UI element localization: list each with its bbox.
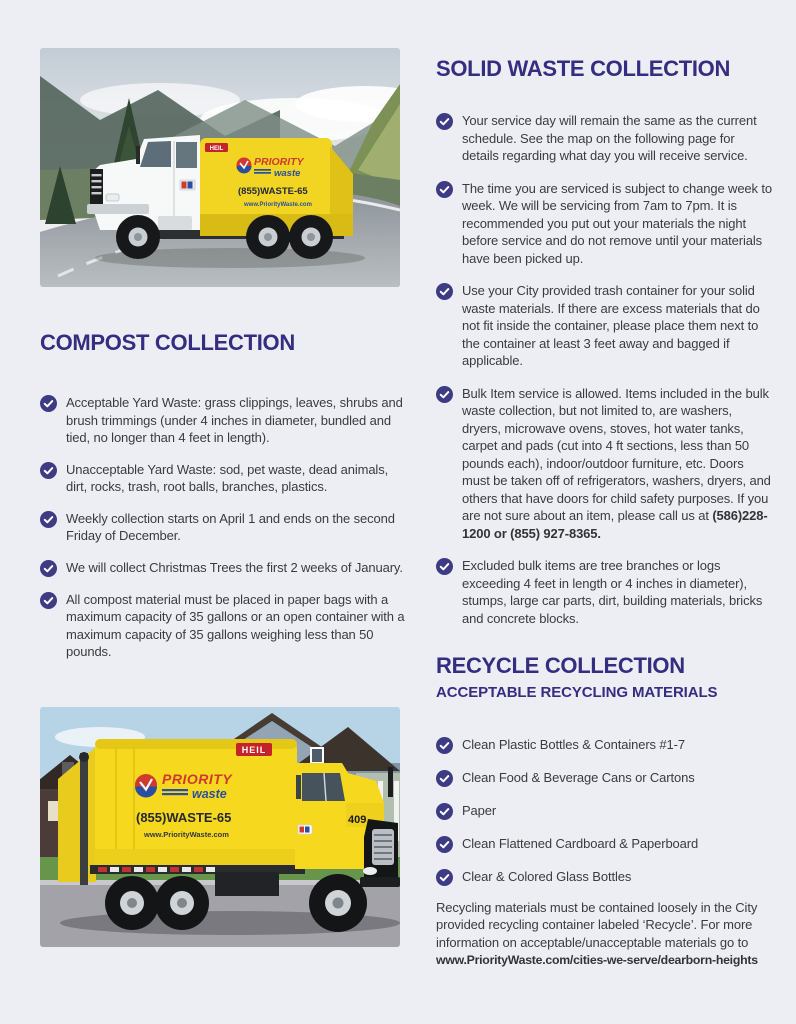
photo-truck-mountain-road [40, 48, 400, 287]
item-text: We will collect Christmas Trees the first 2 weeks of January. [66, 559, 403, 575]
check-icon [436, 283, 453, 300]
truck-body [95, 739, 297, 865]
check-icon [436, 386, 453, 403]
footer-url-text: www.PriorityWaste.com/cities-we-serve/dearborn-heights [436, 953, 758, 968]
check-icon [40, 462, 57, 479]
check-icon [40, 560, 57, 577]
right-column [436, 56, 774, 970]
check-icon [436, 737, 453, 754]
list-item [436, 557, 774, 627]
list-item [436, 180, 774, 268]
list-item-text [66, 394, 408, 447]
item-text: Clean Flattened Cardboard & Paperboard [462, 835, 699, 851]
mountain-road-scene [40, 48, 400, 287]
list-item-text [462, 868, 631, 886]
list-item [436, 769, 774, 787]
list-item-text [66, 591, 408, 661]
check-icon [436, 113, 453, 130]
list-item-text [462, 802, 496, 820]
item-text: Clean Plastic Bottles & Containers #1-7 [462, 736, 685, 752]
compost-section-title: COMPOST COLLECTION [40, 330, 295, 355]
list-item [40, 510, 408, 545]
list-item-text [462, 180, 774, 268]
item-text: All compost material must be placed in paper bags with a maximum capacity of 35 gallons or an open container with a maximum capacity of 35 gallons weighing less than 50 pounds. [66, 591, 405, 660]
check-icon [436, 869, 453, 886]
check-icon [40, 395, 57, 412]
brand-sub-text: waste [274, 168, 301, 179]
item-text: Clean Food & Beverage Cans or Cartons [462, 769, 695, 785]
list-item-text [462, 282, 774, 370]
check-icon [436, 836, 453, 853]
item-bold-text: (586)228-1200 or (855) 927-8365. [462, 508, 768, 541]
equipment-box [215, 872, 279, 896]
list-item-text [66, 461, 408, 496]
item-text: Excluded bulk items are tree branches or logs exceeding 4 feet in length or 4 inches in diameter), stumps, large car parts, dirt, building materials, bricks and concrete blocks. [462, 558, 763, 626]
truck-website-text: www.PriorityWaste.com [244, 202, 312, 208]
photo-truck-neighborhood [40, 707, 400, 947]
unit-number-text: 409 [348, 814, 367, 826]
truck-phone-text: (855)WASTE-65 [136, 810, 232, 825]
truck-phone-text: (855)WASTE-65 [238, 186, 308, 197]
list-item-text [66, 510, 408, 545]
heil-badge-label: HEIL [241, 745, 267, 755]
recycle-bullet-list [436, 721, 774, 886]
recycle-section-subtitle: ACCEPTABLE RECYCLING MATERIALS [436, 683, 718, 701]
item-text: Acceptable Yard Waste: grass clippings, leaves, shrubs and brush trimmings (under 4 inches in diameter, bundled and tied, no longer than 4 feet in length). [66, 395, 403, 446]
check-icon [436, 181, 453, 198]
bumper [360, 877, 400, 887]
recycle-footer-note [436, 899, 774, 970]
list-item-text [462, 835, 698, 853]
solid-waste-section-title: SOLID WASTE COLLECTION [436, 56, 731, 81]
brand-sub-text: waste [192, 787, 227, 801]
neighborhood-scene [40, 707, 400, 947]
check-icon [40, 511, 57, 528]
list-item-text [462, 112, 774, 165]
recycle-collection-section [436, 653, 774, 970]
list-item-text [66, 559, 403, 577]
item-text: Bulk Item service is allowed. Items included in the bulk waste collection, but not limited to, are washers, dryers, microwave ovens, stoves, hot water tanks, carpet and pads (cut into 4 ft sections, less than 50 pounds each), indoor/outdoor furniture, etc. Doors must be taken off of refrigerators, washers, dryers, and others that have doors for child safety purposes. If you are not sure about an item, please call us at [462, 385, 771, 524]
truck-windshield [302, 773, 345, 801]
compost-bullet-list [40, 380, 408, 661]
list-item [436, 802, 774, 820]
list-item [40, 559, 408, 577]
item-text: Clear & Colored Glass Bottles [462, 868, 632, 884]
brand-name-text: PRIORITY [162, 771, 233, 787]
list-item [40, 591, 408, 661]
fuel-tank [158, 216, 192, 230]
heil-badge-label: HEIL [209, 146, 224, 152]
check-icon [436, 558, 453, 575]
solid-waste-bullet-list [436, 97, 774, 627]
list-item [436, 385, 774, 543]
list-item [436, 282, 774, 370]
truck-headlight [106, 194, 119, 201]
item-text: Use your City provided trash container for your solid waste materials. If there are excess materials that do not fit inside the container, please place them next to the container at least 3 feet away and bagged if applicable. [462, 283, 760, 369]
list-item [436, 736, 774, 754]
recycle-section-title: RECYCLE COLLECTION [436, 653, 685, 679]
headlight [363, 867, 377, 875]
list-item [436, 112, 774, 165]
item-text: The time you are serviced is subject to change week to week. We will be servicing from 7am to 7pm. It is recommended you put out your materials the night before service and do not remove until your materials have been picked up. [462, 180, 773, 266]
check-icon [436, 770, 453, 787]
item-text: Weekly collection starts on April 1 and ends on the second Friday of December. [66, 510, 395, 544]
list-item [436, 835, 774, 853]
list-item-text [462, 736, 685, 754]
truck-bumper [87, 204, 149, 214]
list-item-text [462, 769, 695, 787]
loader-arm [80, 753, 88, 885]
list-item [40, 394, 408, 447]
mirror [388, 767, 393, 797]
item-text: Your service day will remain the same as the current schedule. See the map on the following page for details regarding what day you will receive service. [462, 113, 757, 164]
truck-mirror [136, 146, 140, 164]
truck-door-window [176, 142, 197, 168]
brand-name-text: PRIORITY [254, 156, 304, 168]
list-item-text [462, 385, 774, 543]
item-text: Paper [462, 802, 497, 818]
compost-collection-section [40, 330, 408, 661]
check-icon [436, 803, 453, 820]
list-item [436, 868, 774, 886]
truck-body-skirt [95, 849, 297, 865]
item-text: Unacceptable Yard Waste: sod, pet waste, dead animals, dirt, rocks, trash, root balls, branches, plastics. [66, 461, 389, 495]
side-glass [296, 775, 301, 799]
check-icon [40, 592, 57, 609]
footer-text: Recycling materials must be contained loosely in the City provided recycling container labeled ‘Recycle’. For more information on acceptable/unacceptable materials go to [436, 899, 758, 950]
truck-website-text: www.PriorityWaste.com [144, 830, 229, 839]
list-item [40, 461, 408, 496]
list-item-text [462, 557, 774, 627]
